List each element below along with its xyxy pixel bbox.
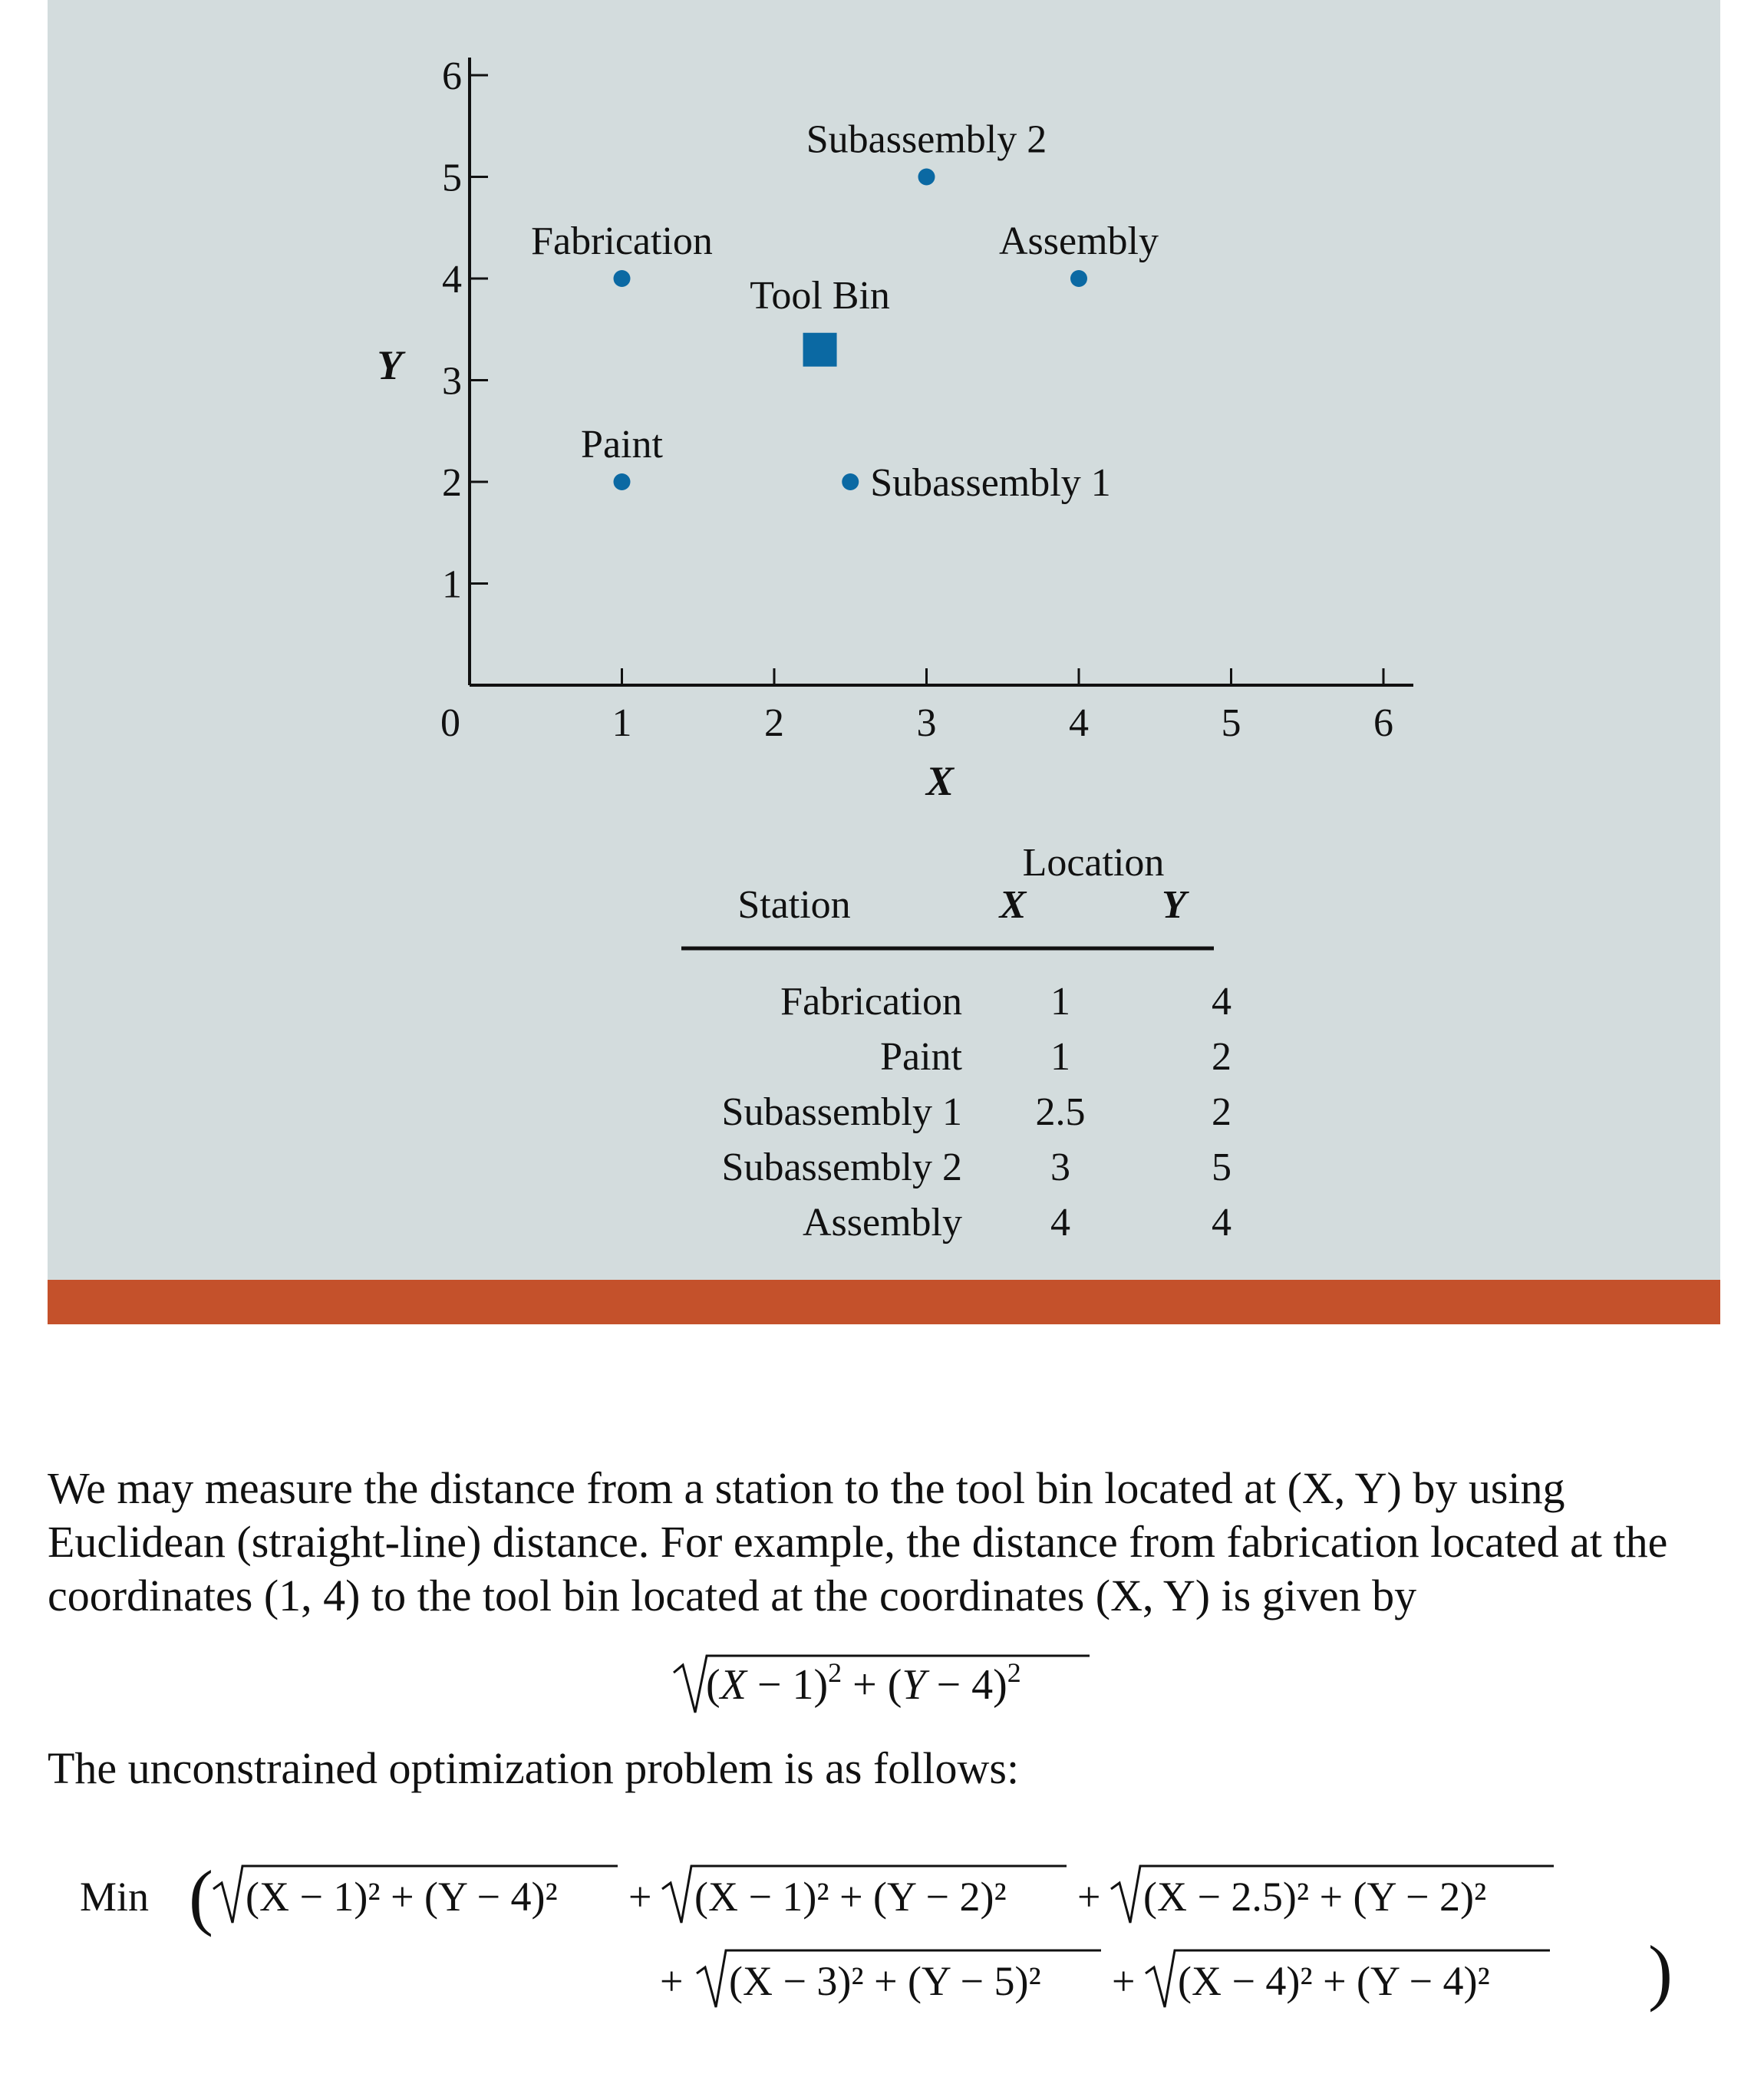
radicand: (X − 3)² + (Y − 5)² bbox=[729, 1958, 1041, 2004]
chart-marks bbox=[531, 118, 1159, 506]
location-table bbox=[681, 841, 1232, 1245]
subassembly-1-point bbox=[842, 473, 859, 490]
figure-accent-bar bbox=[48, 1280, 1720, 1324]
distance-formula bbox=[0, 1650, 1764, 1726]
y-tick-label: 4 bbox=[442, 258, 462, 302]
fabrication-label: Fabrication bbox=[531, 219, 713, 263]
assembly-label: Assembly bbox=[999, 219, 1159, 263]
body-paragraph: We may measure the distance from a station to the tool bin located at (X, Y) by using Euclidean (straight-line) distance. For example, the distance from fabrication located at the coordinates (1, 4) to the tool bin located at the coordinates (X, Y) is given by bbox=[48, 1463, 1668, 1620]
distance-formula-radicand: $(X - 1)^2 + (Y - 4)^2$ bbox=[706, 1657, 1021, 1709]
objective-function bbox=[0, 1857, 1764, 2077]
x-tick-label: 5 bbox=[1221, 701, 1241, 745]
table-cell-station: Paint bbox=[880, 1035, 962, 1079]
radicand: (X − 1)² + (Y − 4)² bbox=[246, 1874, 558, 1920]
paint-label: Paint bbox=[581, 423, 663, 467]
x-tick-label: 6 bbox=[1373, 701, 1393, 745]
y-tick-label: 6 bbox=[442, 54, 462, 98]
objective-terms bbox=[213, 1866, 1554, 2007]
close-paren: ) bbox=[1648, 1930, 1673, 2013]
table-cell-x: 4 bbox=[1050, 1201, 1070, 1245]
x-tick-label: 3 bbox=[916, 701, 937, 745]
assembly-point bbox=[1070, 270, 1087, 287]
tool-bin-label: Tool Bin bbox=[750, 273, 890, 318]
radicand: (X − 4)² + (Y − 4)² bbox=[1178, 1958, 1490, 2004]
sqrt-term bbox=[1111, 1866, 1554, 1923]
x-tick-label: 0 bbox=[440, 701, 460, 745]
table-cell-y: 2 bbox=[1212, 1090, 1232, 1134]
paint-point bbox=[614, 473, 631, 490]
x-tick-label: 1 bbox=[612, 701, 632, 745]
subassembly-2-label: Subassembly 2 bbox=[806, 117, 1047, 162]
radicand: (X − 2.5)² + (Y − 2)² bbox=[1143, 1874, 1487, 1920]
x-axis-label: X bbox=[925, 758, 955, 804]
table-header-station: Station bbox=[737, 883, 851, 927]
y-tick-label: 1 bbox=[442, 562, 462, 607]
sqrt-term bbox=[697, 1950, 1101, 2007]
y-tick-label: 3 bbox=[442, 359, 462, 404]
table-cell-x: 1 bbox=[1050, 1035, 1070, 1079]
tool-bin-marker bbox=[803, 333, 837, 367]
plus-sign: + bbox=[1077, 1874, 1101, 1920]
table-cell-station: Subassembly 1 bbox=[721, 1090, 962, 1134]
table-cell-station: Subassembly 2 bbox=[721, 1146, 962, 1189]
table-cell-station: Assembly bbox=[803, 1201, 962, 1245]
sqrt-term bbox=[1146, 1950, 1550, 2007]
scatter-chart bbox=[48, 0, 1720, 1280]
table-cell-x: 1 bbox=[1050, 980, 1070, 1024]
x-tick-label: 4 bbox=[1069, 701, 1089, 745]
table-header-y: Y bbox=[1162, 883, 1186, 927]
subassembly-2-point bbox=[918, 169, 935, 186]
min-label: Min bbox=[80, 1874, 150, 1920]
radicand: (X − 1)² + (Y − 2)² bbox=[694, 1874, 1007, 1920]
table-cell-y: 5 bbox=[1212, 1146, 1232, 1189]
figure-panel bbox=[48, 0, 1720, 1280]
plus-sign: + bbox=[1112, 1958, 1136, 2004]
open-paren: ( bbox=[189, 1857, 213, 1937]
y-tick-label: 5 bbox=[442, 156, 462, 200]
sqrt-term bbox=[213, 1866, 618, 1923]
fabrication-point bbox=[614, 270, 631, 287]
y-axis-label: Y bbox=[377, 342, 403, 388]
table-cell-x: 3 bbox=[1050, 1146, 1070, 1189]
plus-sign: + bbox=[628, 1874, 652, 1920]
intro-sentence: The unconstrained optimization problem is as follows: bbox=[48, 1743, 1020, 1793]
table-group-header: Location bbox=[1022, 841, 1165, 885]
table-body bbox=[722, 980, 1232, 1245]
table-cell-station: Fabrication bbox=[780, 980, 962, 1024]
y-tick-label: 2 bbox=[442, 461, 462, 505]
table-header-x: X bbox=[999, 883, 1027, 927]
table-cell-y: 2 bbox=[1212, 1035, 1232, 1079]
x-tick-label: 2 bbox=[764, 701, 784, 745]
table-cell-y: 4 bbox=[1212, 980, 1232, 1024]
sqrt-term bbox=[662, 1866, 1067, 1923]
plus-sign: + bbox=[660, 1958, 684, 2004]
table-cell-y: 4 bbox=[1212, 1201, 1232, 1245]
subassembly-1-label: Subassembly 1 bbox=[870, 461, 1111, 505]
table-cell-x: 2.5 bbox=[1035, 1090, 1086, 1134]
